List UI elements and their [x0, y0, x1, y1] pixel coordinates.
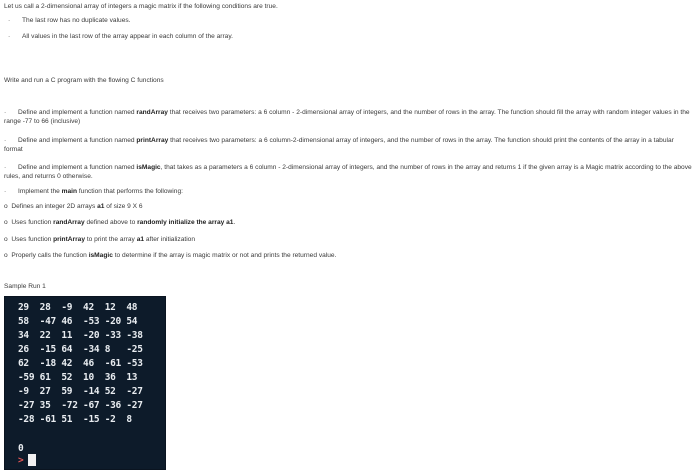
- condition-2-text: All values in the last row of the array appear in each column of the array.: [22, 33, 233, 40]
- terminal-prompt: >: [18, 455, 24, 466]
- terminal-row: -9 27 59 -14 52 -27: [18, 386, 143, 397]
- main-name: main: [61, 188, 78, 195]
- sample-heading: Sample Run 1: [4, 283, 46, 290]
- task-heading: Write and run a C program with the flowing C functions: [4, 77, 164, 84]
- rand-post: that receives two parameters: a 6 column - 2-dimensional array of integers, and the number of rows in the array. The function should fill the array with random integer values in the range -77 to 66 (inclusive): [4, 109, 690, 125]
- terminal-row: 62 -18 42 46 -61 -53: [18, 358, 143, 369]
- magic-post: , that takes as a parameters a 6 column - 2-dimensional array of integers, and the number of rows in the array and returns 1 if the given array is a Magic matrix according to the above rules, and returns 0 otherwise.: [4, 164, 692, 180]
- main-step-1: [4, 203, 143, 211]
- bullet: ·: [4, 164, 7, 171]
- main-function-desc: [4, 188, 183, 196]
- bullet: ·: [4, 109, 7, 116]
- condition-1: [8, 17, 131, 25]
- print-function-desc: [4, 136, 694, 154]
- terminal-row: 58 -47 46 -53 -20 54: [18, 316, 138, 327]
- step-2-bold: randArray: [53, 219, 85, 226]
- rand-pre: Define and implement a function named: [18, 109, 137, 116]
- print-name: printArray: [136, 137, 169, 144]
- main-post: function that performs the following:: [77, 188, 183, 195]
- step-3-pre: Uses function: [11, 236, 54, 243]
- step-1-post: of size 9 X 6: [104, 203, 143, 210]
- step-4-pre: Properly calls the function: [11, 252, 89, 259]
- bullet: ·: [8, 33, 11, 40]
- step-3-post: after initialization: [144, 236, 195, 243]
- bullet: ·: [4, 188, 7, 195]
- step-2-pre: Uses function: [11, 219, 54, 226]
- rand-function-desc: [4, 108, 694, 126]
- terminal-row: -59 61 52 10 36 13: [18, 372, 138, 383]
- step-marker: o: [4, 252, 8, 259]
- condition-1-text: The last row has no duplicate values.: [22, 17, 131, 24]
- terminal-exit-value: 0: [18, 443, 24, 454]
- step-marker: o: [4, 203, 8, 210]
- bullet: ·: [4, 137, 7, 144]
- magic-pre: Define and implement a function named: [18, 164, 137, 171]
- main-step-2: [4, 219, 235, 227]
- condition-2: [8, 33, 233, 41]
- step-3-bold2: a1: [136, 236, 145, 243]
- terminal-row: -28 -61 51 -15 -2 8: [18, 414, 132, 425]
- step-2-bold2: randomly initialize the array a1: [137, 219, 234, 226]
- step-2-post: .: [233, 219, 236, 226]
- terminal-row: 34 22 11 -20 -33 -38: [18, 330, 143, 341]
- step-1-pre: Defines an integer 2D arrays: [11, 203, 98, 210]
- print-pre: Define and implement a function named: [18, 137, 137, 144]
- step-marker: o: [4, 236, 8, 243]
- terminal-row: -27 35 -72 -67 -36 -27: [18, 400, 143, 411]
- step-marker: o: [4, 219, 8, 226]
- main-step-3: [4, 236, 195, 244]
- terminal-row: 26 -15 64 -34 8 -25: [18, 344, 143, 355]
- main-pre: Implement the: [18, 188, 62, 195]
- step-4-post: to determine if the array is magic matrix or not and prints the returned value.: [112, 252, 337, 259]
- step-4-bold: isMagic: [88, 252, 113, 259]
- magic-name: isMagic: [136, 164, 161, 171]
- terminal-row: 29 28 -9 42 12 48: [18, 302, 138, 313]
- step-3-bold: printArray: [53, 236, 86, 243]
- print-post: that receives two parameters: a 6 column-2-dimensional array of integers, and the number of rows in the array. The function should print the contents of the array in a tabular format: [4, 137, 674, 153]
- bullet: ·: [8, 17, 11, 24]
- magic-function-desc: [4, 163, 694, 181]
- main-step-4: [4, 252, 336, 260]
- terminal-output: [4, 296, 166, 470]
- step-1-bold: a1: [97, 203, 105, 210]
- step-3-mid: to print the array: [85, 236, 137, 243]
- rand-name: randArray: [136, 109, 168, 116]
- terminal-cursor: [28, 454, 36, 466]
- step-2-mid: defined above to: [84, 219, 138, 226]
- intro-text: Let us call a 2-dimensional array of integers a magic matrix if the following conditions are true.: [4, 3, 278, 10]
